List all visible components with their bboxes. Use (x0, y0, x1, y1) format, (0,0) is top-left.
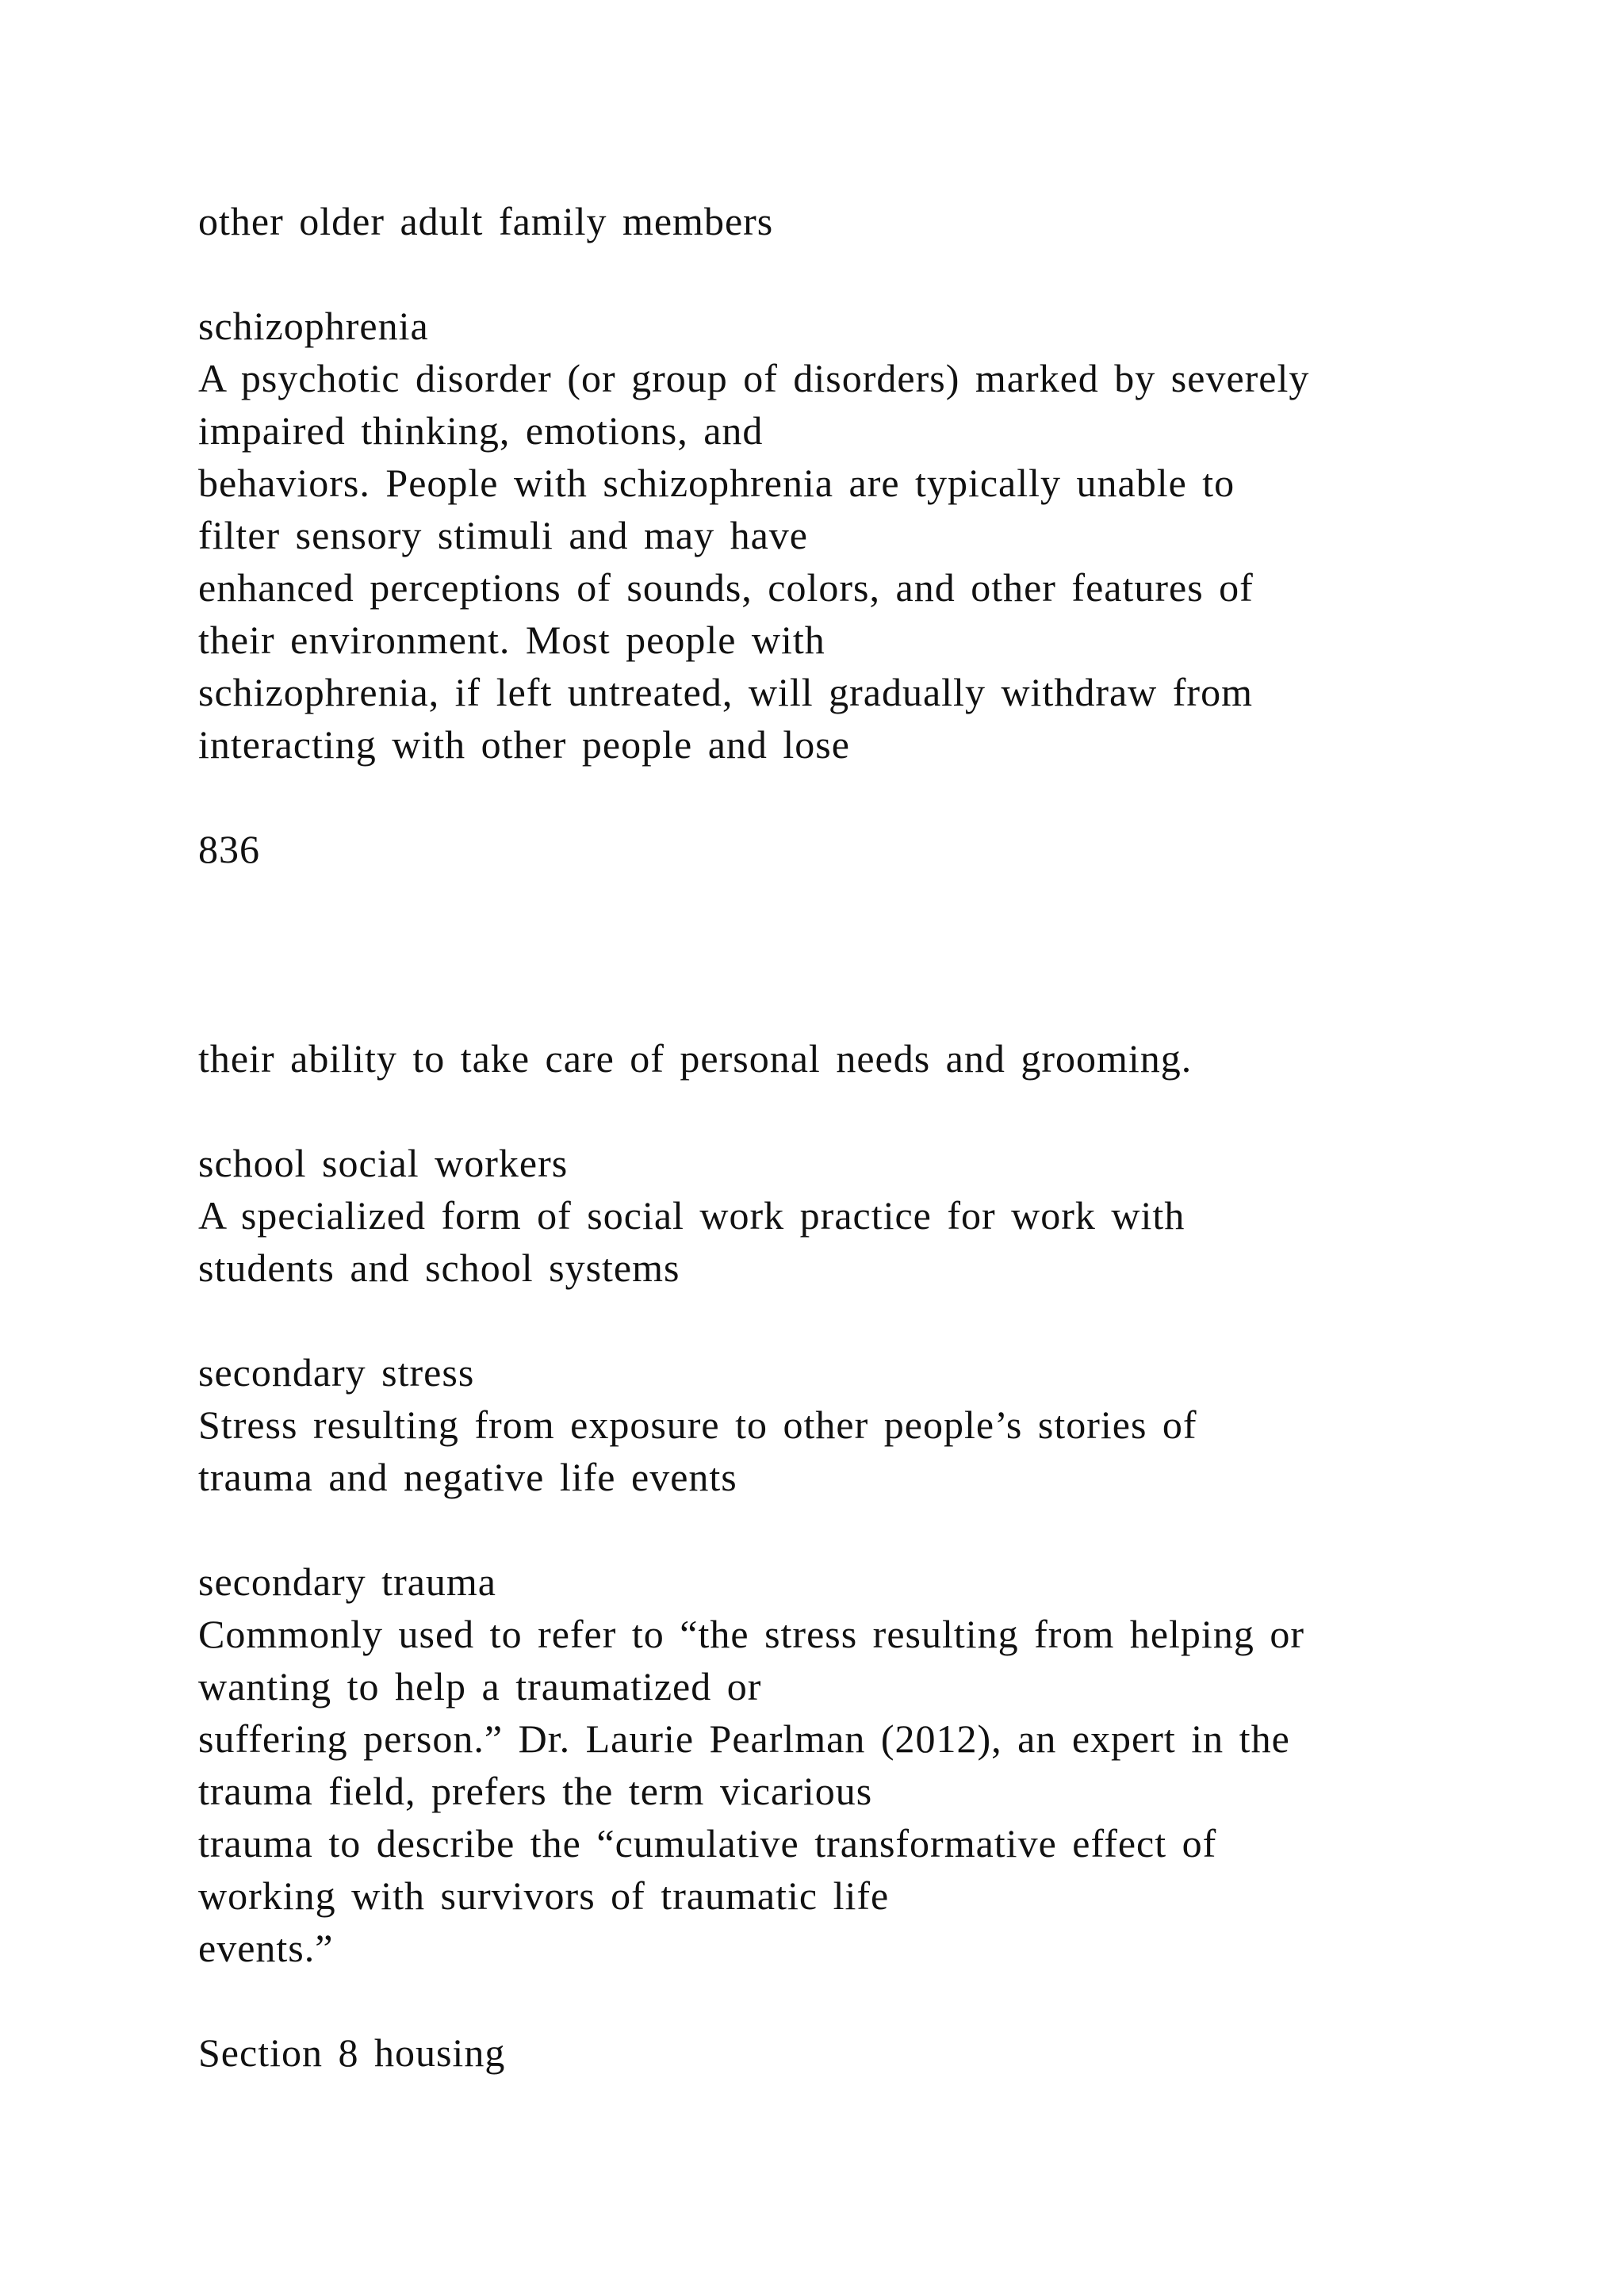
glossary-term-secondary-stress: secondary stress (198, 1350, 475, 1395)
text-line: suffering person.” Dr. Laurie Pearlman (2012), an expert in the (198, 1716, 1290, 1761)
text-line: A specialized form of social work practice for work with (198, 1193, 1185, 1238)
text-line: trauma to describe the “cumulative transformative effect of (198, 1821, 1217, 1866)
text-line: impaired thinking, emotions, and (198, 408, 764, 453)
glossary-term-section-8-housing: Section 8 housing (198, 2030, 506, 2075)
text-line: their ability to take care of personal needs and grooming. (198, 1036, 1193, 1081)
text-line: students and school systems (198, 1246, 680, 1290)
text-line: behaviors. People with schizophrenia are typically unable to (198, 461, 1235, 505)
text-line: their environment. Most people with (198, 618, 825, 662)
text-line: trauma and negative life events (198, 1455, 737, 1499)
text-line: filter sensory stimuli and may have (198, 513, 809, 557)
page-number: 836 (198, 827, 260, 871)
text-line: events.” (198, 1926, 334, 1970)
text-line: enhanced perceptions of sounds, colors, and other features of (198, 565, 1254, 610)
text-line: other older adult family members (198, 199, 774, 243)
text-line: interacting with other people and lose (198, 722, 850, 767)
text-line: Stress resulting from exposure to other people’s stories of (198, 1402, 1197, 1447)
glossary-term-school-social-workers: school social workers (198, 1141, 569, 1185)
glossary-term-secondary-trauma: secondary trauma (198, 1559, 497, 1604)
text-line: A psychotic disorder (or group of disorders) marked by severely (198, 356, 1310, 400)
text-line: wanting to help a traumatized or (198, 1664, 762, 1709)
text-line: schizophrenia, if left untreated, will gradually withdraw from (198, 670, 1253, 714)
text-line: trauma field, prefers the term vicarious (198, 1769, 873, 1813)
text-line: Commonly used to refer to “the stress resulting from helping or (198, 1612, 1304, 1656)
glossary-term-schizophrenia: schizophrenia (198, 304, 429, 348)
text-line: working with survivors of traumatic life (198, 1873, 890, 1918)
